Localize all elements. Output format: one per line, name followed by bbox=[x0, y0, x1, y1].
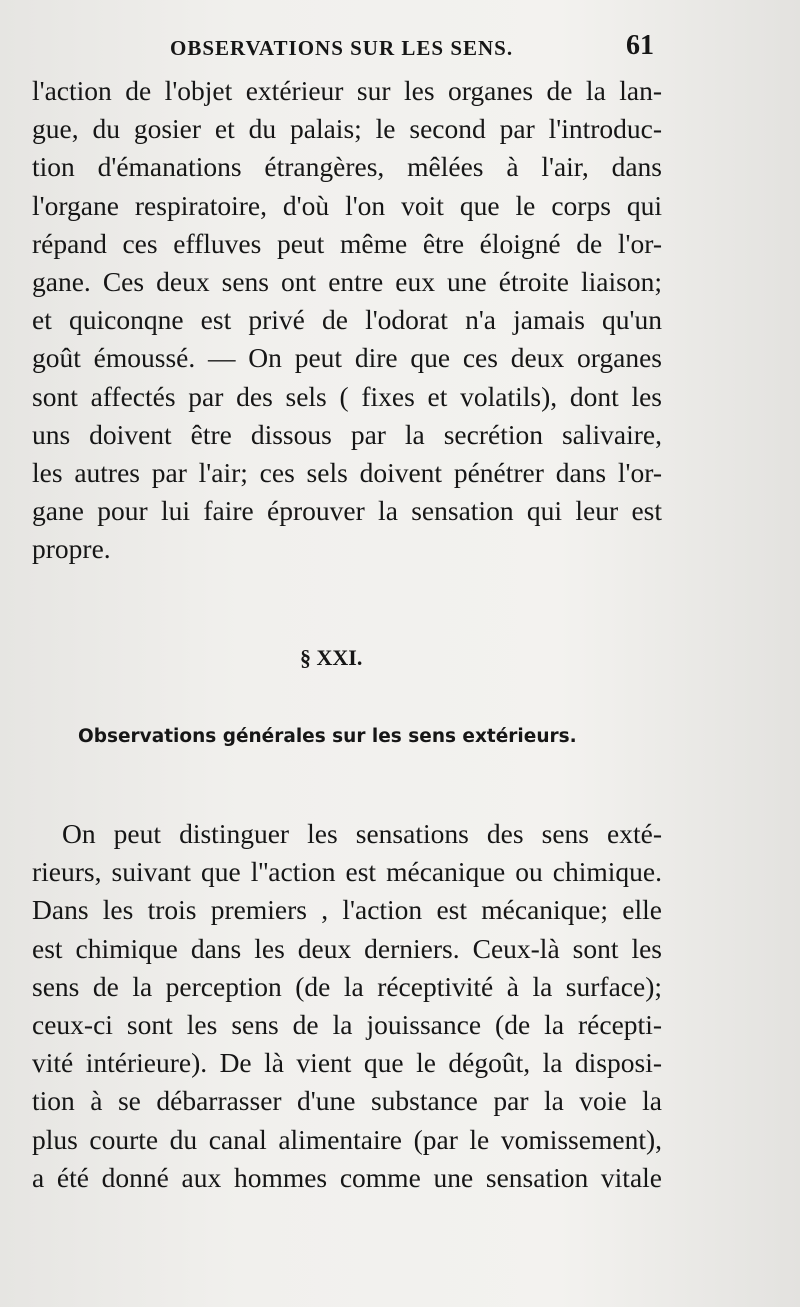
page-header bbox=[0, 28, 800, 68]
text-line: sont affectés par des sels ( fixes et volatils), dont les bbox=[32, 380, 662, 412]
text-line: rieurs, suivant que l''action est mécanique ou chimique. bbox=[32, 856, 662, 888]
text-line: On peut distinguer les sensations des sens exté- bbox=[62, 818, 662, 849]
section-number: § XXI. bbox=[300, 645, 363, 670]
text-line: l'organe respiratoire, d'où l'on voit que le corps qui bbox=[32, 189, 662, 221]
text-line: gane pour lui faire éprouver la sensation qui leur est bbox=[32, 495, 662, 527]
text-line: vité intérieure). De là vient que le dégoût, la disposi- bbox=[32, 1047, 662, 1079]
text-line: gane. Ces deux sens ont entre eux une étroite liaison; bbox=[32, 266, 662, 298]
page-number: 61 bbox=[626, 30, 654, 61]
text-line: est chimique dans les deux derniers. Ceux-là sont les bbox=[32, 932, 662, 964]
text-line: a été donné aux hommes comme une sensation vitale bbox=[32, 1161, 662, 1193]
paragraph-2 bbox=[32, 815, 662, 1197]
paragraph-1 bbox=[32, 72, 662, 569]
text-line: et quiconqne est privé de l'odorat n'a jamais qu'un bbox=[32, 304, 662, 336]
text-line: tion à se débarrasser d'une substance par la voie la bbox=[32, 1085, 662, 1117]
text-line: les autres par l'air; ces sels doivent pénétrer dans l'or- bbox=[32, 457, 662, 489]
text-line: l'action de l'objet extérieur sur les organes de la lan- bbox=[32, 75, 662, 106]
text-line: uns doivent être dissous par la secrétion salivaire, bbox=[32, 418, 662, 450]
text-line: gue, du gosier et du palais; le second par l'introduc- bbox=[32, 113, 662, 145]
text-line: goût émoussé. — On peut dire que ces deux organes bbox=[32, 342, 662, 374]
text-line: plus courte du canal alimentaire (par le vomissement), bbox=[32, 1123, 662, 1155]
text-line: tion d'émanations étrangères, mêlées à l'air, dans bbox=[32, 151, 662, 183]
text-line: Dans les trois premiers , l'action est mécanique; elle bbox=[32, 894, 662, 926]
section-title: Observations générales sur les sens extérieurs. bbox=[78, 726, 577, 747]
text-line: répand ces effluves peut même être éloigné de l'or- bbox=[32, 227, 662, 259]
running-head: OBSERVATIONS SUR LES SENS. bbox=[170, 36, 514, 60]
text-line: propre. bbox=[32, 533, 111, 565]
text-line: ceux-ci sont les sens de la jouissance (de la récepti- bbox=[32, 1009, 662, 1041]
text-line: sens de la perception (de la réceptivité à la surface); bbox=[32, 970, 662, 1002]
